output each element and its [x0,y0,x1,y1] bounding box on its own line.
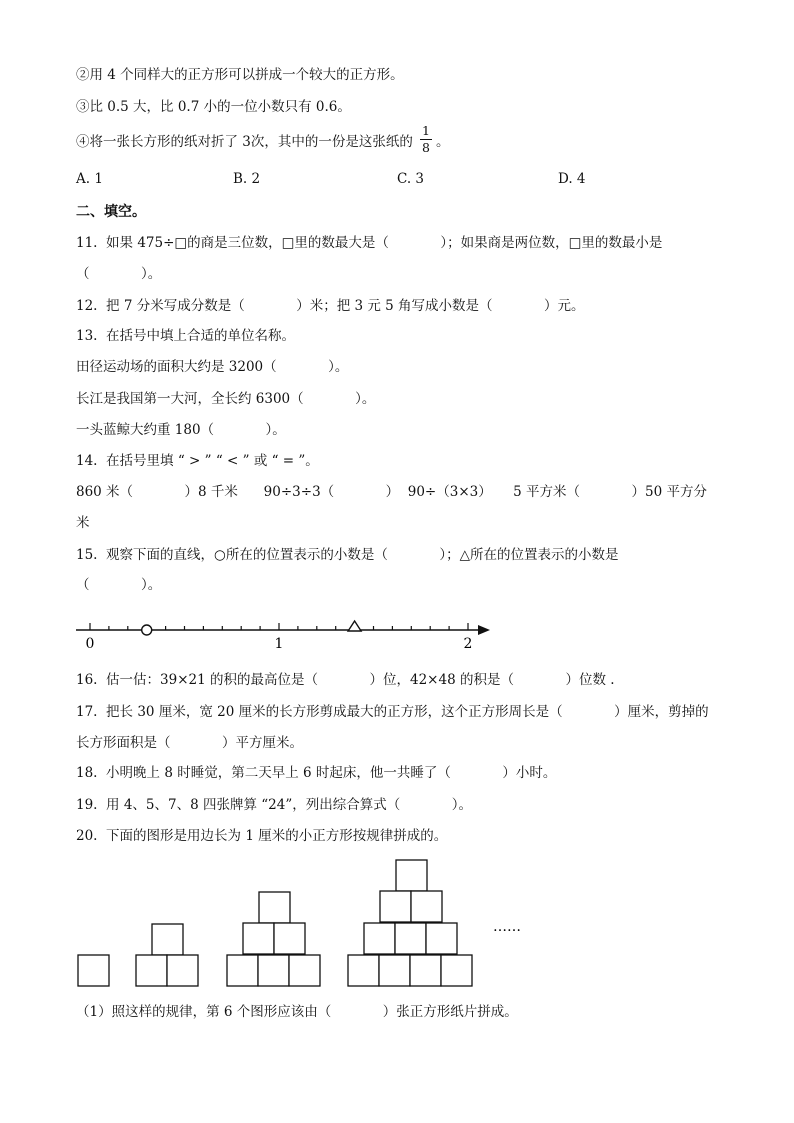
question-11-line1: 11. 如果 475÷□的商是三位数，□里的数最大是（ ）；如果商是两位数，□里的数最小是 [76,235,663,251]
question-11-line2: （ ）。 [76,266,162,282]
question-15-line1: 15. 观察下面的直线，○所在的位置表示的小数是（ ）；△所在的位置表示的小数是 [76,547,619,563]
question-13b: 长江是我国第一大河，全长约 6300（ ）。 [76,391,376,407]
pattern-ellipsis: …… [493,919,521,935]
fraction-numerator: 1 [422,123,430,138]
pattern-figure-1 [78,955,109,986]
pattern-figure-4 [348,860,472,986]
question-15-line2: （ ）。 [76,577,162,593]
fraction-one-eighth [420,124,432,155]
statement-4-text: ④将一张长方形的纸对折了 3次，其中的一份是这张纸的 [76,134,413,150]
option-c: C. 3 [397,171,425,187]
section-title: 二、填空。 [76,204,146,220]
statement-4-end: 。 [436,134,450,150]
pattern-figure-3 [227,892,320,986]
question-17-line1: 17. 把长 30 厘米，宽 20 厘米的长方形剪成最大的正方形，这个正方形周长是（ ）厘米，剪掉的 [76,704,709,720]
option-b: B. 2 [233,171,261,187]
question-17-line2: 长方形面积是（ ）平方厘米。 [76,735,303,751]
question-18: 18. 小明晚上 8 时睡觉，第二天早上 6 时起床，他一共睡了（ ）小时。 [76,765,557,781]
number-line-label-2: 2 [463,636,473,652]
number-line-axis [76,625,490,635]
question-14-line2: 米 [76,515,90,531]
question-20: 20. 下面的图形是用边长为 1 厘米的小正方形按规律拼成的。 [76,828,448,844]
question-20-part-1: （1）照这样的规律，第 6 个图形应该由（ ）张正方形纸片拼成。 [76,1004,518,1020]
pattern-figure-2 [136,924,198,986]
question-13c: 一头蓝鲸大约重 180（ ）。 [76,422,286,438]
number-line-triangle-marker [348,621,361,631]
statement-3: ③比 0.5 大，比 0.7 小的一位小数只有 0.6。 [76,99,351,115]
option-d: D. 4 [558,171,586,187]
question-13a: 田径运动场的面积大约是 3200（ ）。 [76,359,349,375]
question-13: 13. 在括号中填上合适的单位名称。 [76,328,296,344]
statement-4 [76,133,413,151]
number-line-label-1: 1 [274,636,284,652]
square-pattern-figures [0,855,794,995]
option-a: A. 1 [76,171,103,187]
question-19: 19. 用 4、5、7、8 四张牌算 “24”，列出综合算式（ ）。 [76,797,473,813]
number-line [0,610,794,670]
number-line-circle-marker [142,625,152,635]
question-12: 12. 把 7 分米写成分数是（ ）米；把 3 元 5 角写成小数是（ ）元。 [76,298,585,314]
number-line-label-0: 0 [85,636,95,652]
question-14: 14. 在括号里填 “ > ” “ < ” 或 “ = ”。 [76,453,319,469]
question-16: 16. 估一估：39×21 的积的最高位是（ ）位，42×48 的积是（ ）位数 . [76,672,615,688]
question-14-line1: 860 米（ ）8 千米 90÷3÷3（ ） 90÷（3×3） 5 平方米（ ）50 平方分 [76,484,708,500]
statement-2: ②用 4 个同样大的正方形可以拼成一个较大的正方形。 [76,67,404,83]
fraction-denominator: 8 [422,140,430,155]
